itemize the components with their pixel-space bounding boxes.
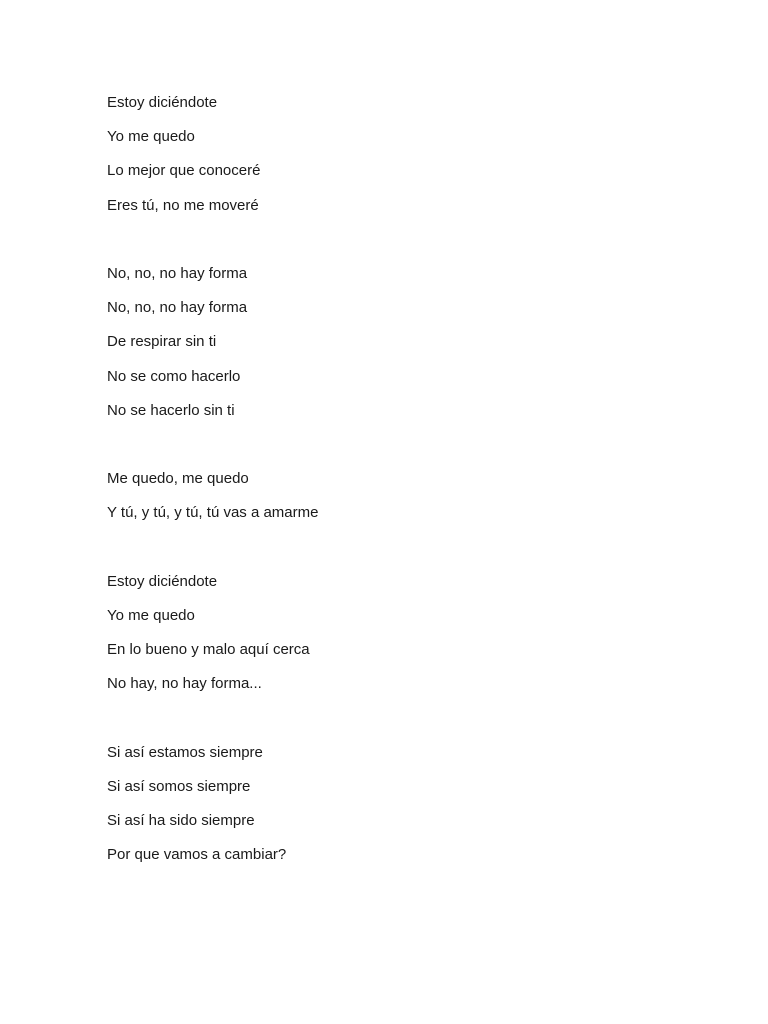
lyric-line: Me quedo, me quedo: [107, 470, 249, 488]
lyric-line: Si así somos siempre: [107, 777, 251, 795]
stanza-4: [107, 571, 707, 708]
lyric-line: Si así ha sido siempre: [107, 811, 255, 829]
lyric-line: En lo bueno y malo aquí cerca: [107, 641, 310, 658]
lyric-line: No, no, no hay forma: [107, 264, 248, 282]
lyric-line: Eres tú, no me moveré: [107, 196, 259, 214]
stanza-5: [107, 742, 707, 879]
stanza-1: [107, 92, 707, 229]
lyric-line: Yo me quedo: [107, 606, 195, 624]
lyric-line: No hay, no hay forma...: [107, 675, 262, 693]
stanza-3: [107, 468, 707, 536]
lyric-line: No se como hacerlo: [107, 367, 241, 385]
lyrics-body: [107, 92, 707, 913]
lyric-line: De respirar sin ti: [107, 333, 217, 351]
lyric-line: Estoy diciéndote: [107, 94, 218, 111]
lyric-line: Y tú, y tú, y tú, tú vas a amarme: [107, 504, 319, 522]
lyric-line: Lo mejor que conoceré: [107, 162, 261, 180]
lyric-line: Por que vamos a cambiar?: [107, 846, 287, 864]
lyric-line: Si así estamos siempre: [107, 743, 263, 761]
lyric-line: No se hacerlo sin ti: [107, 401, 235, 419]
lyric-line: Estoy diciéndote: [107, 572, 218, 590]
lyric-line: No, no, no hay forma: [107, 299, 248, 317]
lyric-line: Yo me quedo: [107, 128, 195, 146]
stanza-2: [107, 263, 707, 434]
